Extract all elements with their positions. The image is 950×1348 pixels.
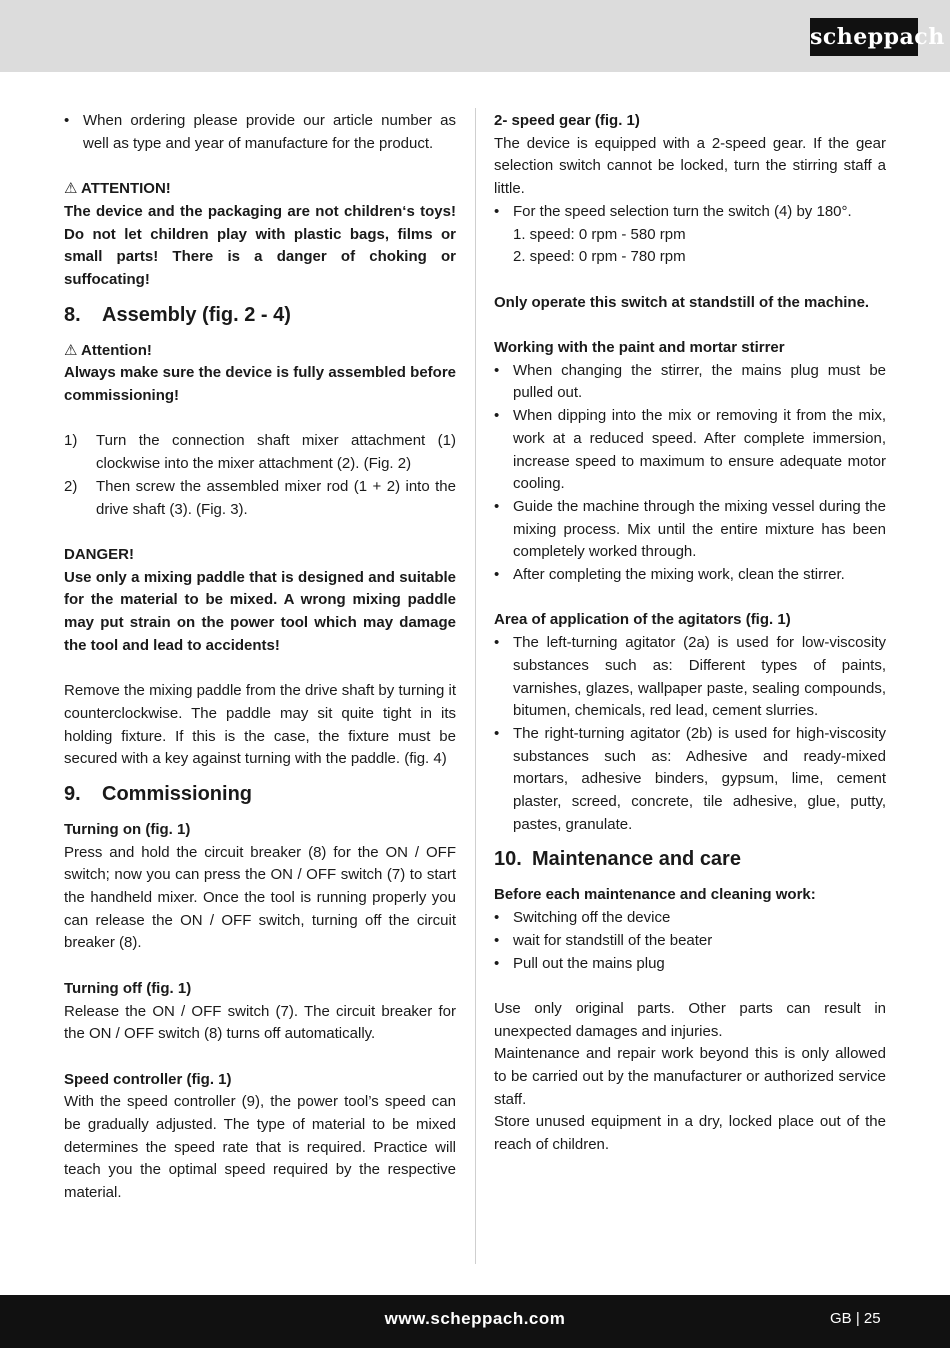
subheading: Turning off (fig. 1) [64,979,192,997]
attention-heading: ⚠ ATTENTION! [64,180,171,198]
list-item: • When ordering please provide our article number as well as type and year of manufacture for the product. [64,112,456,152]
bullet-icon: • [494,724,500,742]
subheading: Before each maintenance and cleaning work: [494,886,816,904]
bullet-icon: • [494,497,500,515]
speed-value: 2. speed: 0 rpm - 780 rpm [513,248,686,266]
list-item: • wait for standstill of the beater [494,930,886,953]
subheading: Working with the paint and mortar stirrer [494,339,785,356]
paragraph: With the speed controller (9), the power tool’s speed can be gradually adjusted. The type of material to be mixed determines the speed rate that is required. Practice will teach you the optimal speed required by the respective material. [64,1093,456,1202]
bullet-icon: • [494,954,500,972]
list-item: 1) Turn the connection shaft mixer attachment (1) clockwise into the mixer attachment (2). (Fig. 2) [64,432,456,473]
paragraph: Press and hold the circuit breaker (8) for the ON / OFF switch; now you can press the ON / OFF switch (7) to start the handheld mixer. Once the tool is running properly you can release the ON / OFF switch, turning off the circuit breaker (8). [64,843,456,952]
section-heading: 9. Commissioning [64,782,253,805]
list-item: • When changing the stirrer, the mains plug must be pulled out. [494,361,886,402]
list-item: • Guide the machine through the mixing vessel during the mixing process. Mix until the entire mixture has been completely worked through. [494,497,886,561]
list-item: • For the speed selection turn the switch (4) by 180°. [494,201,886,224]
bullet-icon: • [494,361,500,379]
danger-heading: DANGER! [64,545,134,563]
paragraph: Maintenance and repair work beyond this is only allowed to be carried out by the manufacturer or authorized service staff. [494,1045,886,1108]
list-item: • Switching off the device [494,907,886,930]
list-item: • When dipping into the mix or removing it from the mix, work at a reduced speed. After complete immersion, increase speed to maximum to ensure adequate motor cooling. [494,407,886,493]
danger-text: Use only a mixing paddle that is designed and suitable for the material to be mixed. A wrong mixing paddle may put strain on the power tool which may damage the tool and lead to accidents! [64,568,456,654]
page-header [0,0,950,72]
attention-heading: ⚠ Attention! [64,341,152,359]
attention-text: The device and the packaging are not children‘s toys! Do not let children play with plastic bags, films or small parts! There is a danger of choking or suffocating! [64,202,456,288]
website-link[interactable]: www.scheppach.com [384,1309,566,1328]
page-footer [0,1295,950,1348]
speed-value: 1. speed: 0 rpm - 580 rpm [513,225,686,243]
list-item: • The right-turning agitator (2b) is used for high-viscosity substances such as: Adhesive and ready-mixed mortars, adhesive binders, gypsum, lime, cement plaster, screed, concrete, tile adhesive, glue, putty, pastes, granulate. [494,724,886,833]
list-item: 2) Then screw the assembled mixer rod (1 + 2) into the drive shaft (3). (Fig. 3). [64,477,456,518]
right-column [494,110,886,1157]
bullet-icon: • [494,931,500,949]
subheading: 2- speed gear (fig. 1) [494,112,640,129]
subheading: Turning on (fig. 1) [64,820,191,838]
list-item: • The left-turning agitator (2a) is used for low-viscosity substances such as: Different types of paints, varnishes, glazes, wallpaper paste, sealing compounds, bitumen, chemicals, red lead, cement slurries. [494,634,886,720]
paragraph: Use only original parts. Other parts can result in unexpected damages and injuries. [494,999,886,1040]
scheppach-logo: scheppach [810,18,918,56]
bullet-icon: • [494,202,500,220]
page-number: GB | 25 [830,1310,881,1327]
paragraph: The device is equipped with a 2-speed gear. If the gear selection switch cannot be locked, turn the stirring staff a little. [494,134,886,198]
bullet-icon: • [494,634,500,652]
bullet-icon: • [64,112,70,129]
note-text: Only operate this switch at standstill of the machine. [494,293,870,311]
bullet-icon: • [494,407,500,425]
subheading: Area of application of the agitators (fig. 1) [494,611,791,629]
bullet-icon: • [494,909,500,927]
column-divider [475,108,476,1264]
list-item: • After completing the mixing work, clean the stirrer. [494,564,886,587]
paragraph: Store unused equipment in a dry, locked place out of the reach of children. [494,1113,886,1154]
left-column [64,110,456,1205]
section-heading: 8. Assembly (fig. 2 - 4) [64,303,291,326]
section-heading: 10. Maintenance and care [494,848,741,871]
attention-text: Always make sure the device is fully assembled before commissioning! [64,364,456,405]
bullet-icon: • [494,566,500,584]
subheading: Speed controller (fig. 1) [64,1070,232,1088]
paragraph: Remove the mixing paddle from the drive shaft by turning it counterclockwise. The paddle may sit quite tight in its holding fixture. If this is the case, the fixture must be secured with a key against turning with the paddle. (fig. 4) [64,682,456,768]
list-item: • Pull out the mains plug [494,953,886,976]
paragraph: Release the ON / OFF switch (7). The circuit breaker for the ON / OFF switch (8) turns off automatically. [64,1002,456,1043]
